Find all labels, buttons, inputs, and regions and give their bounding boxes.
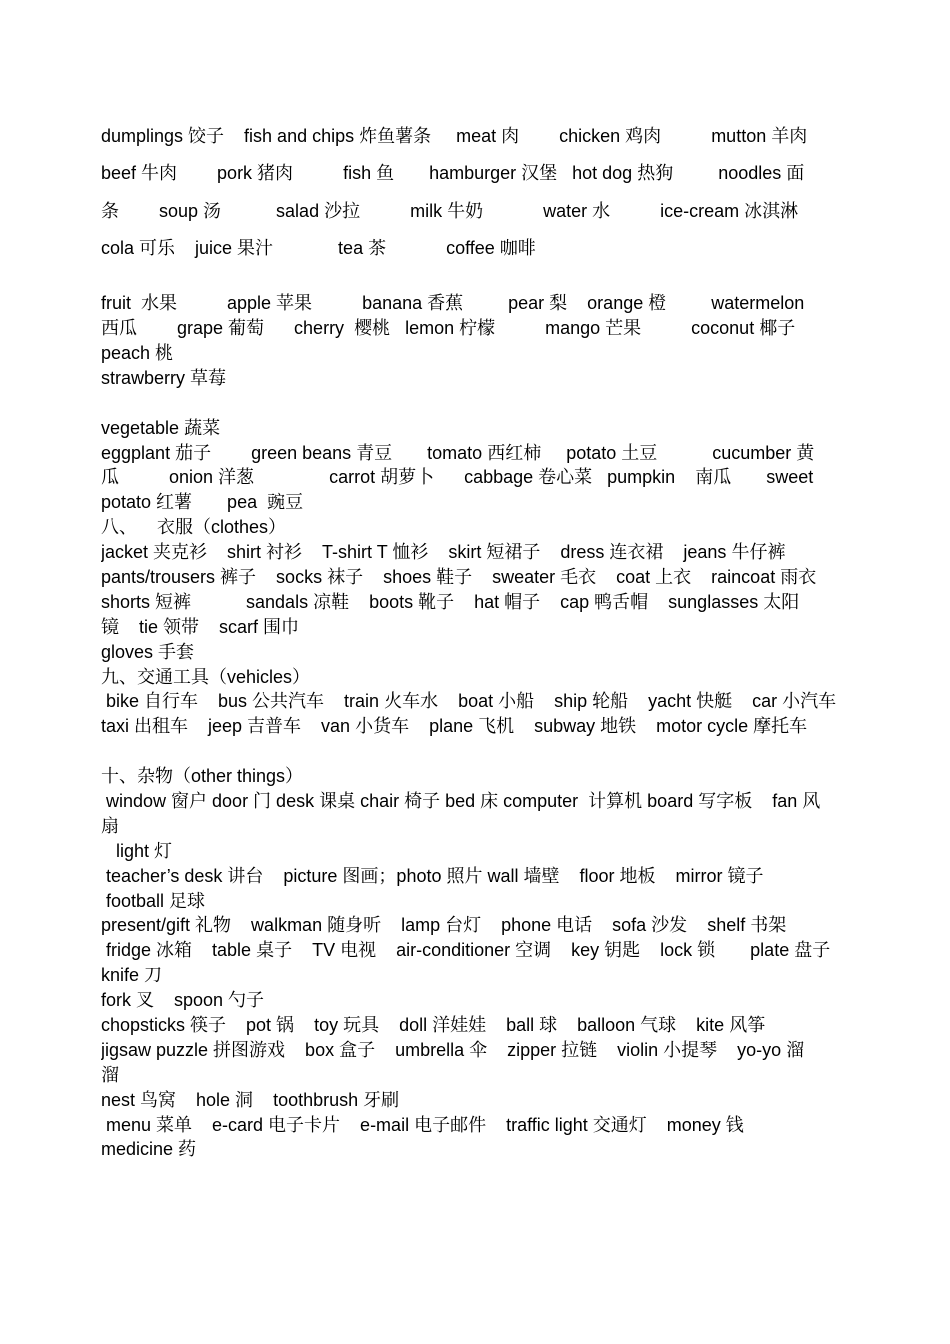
clothes-line: 镜 tie 领带 scarf 围巾 (101, 616, 300, 637)
other-things-line: present/gift 礼物 walkman 随身听 lamp 台灯 phone 电话 sofa 沙发 shelf 书架 (101, 915, 787, 936)
other-things-line: window 窗户 door 门 desk 课桌 chair 椅子 bed 床 computer 计算机 board 写字板 fan 风 (101, 791, 821, 811)
section-spacer (101, 391, 863, 416)
other-things-line: medicine 药 (101, 1139, 197, 1160)
other-things-line: fridge 冰箱 table 桌子 TV 电视 air-conditioner 空调 key 钥匙 lock 锁 plate 盘子 (101, 940, 831, 961)
clothes-heading: 八、 衣服（clothes） (101, 517, 287, 538)
other-things-line: 扇 (101, 815, 119, 836)
vegetable-line: vegetable 蔬菜 (101, 417, 221, 438)
other-things-line: teacher’s desk 讲台 picture 图画；photo 照片 wall 墙壁 floor 地板 mirror 镜子 (101, 865, 764, 886)
vehicles-heading: 九、交通工具（vehicles） (101, 666, 311, 687)
other-things-line: chopsticks 筷子 pot 锅 toy 玩具 doll 洋娃娃 ball 球 balloon 气球 kite 风筝 (101, 1015, 766, 1036)
fruit-line: strawberry 草莓 (101, 367, 227, 388)
food-line: beef 牛肉 pork 猪肉 fish 鱼 hamburger 汉堡 hot dog 热狗 noodles 面 (101, 163, 805, 184)
vehicles-line: bike 自行车 bus 公共汽车 train 火车水 boat 小船 ship 轮船 yacht 快艇 car 小汽车 (101, 691, 837, 712)
other-things-line: knife 刀 (101, 965, 163, 986)
section-spacer (101, 739, 863, 764)
other-things-line: football 足球 (101, 890, 206, 911)
vegetable-line: 瓜 onion 洋葱 carrot 胡萝卜 cabbage 卷心菜 pumpkin 南瓜 sweet (101, 467, 814, 488)
other-things-line: jigsaw puzzle 拼图游戏 box 盒子 umbrella 伞 zipper 拉链 violin 小提琴 yo-yo 溜 (101, 1039, 805, 1060)
vehicles-line: taxi 出租车 jeep 吉普车 van 小货车 plane 飞机 subway 地铁 motor cycle 摩托车 (101, 716, 808, 737)
clothes-line: gloves 手套 (101, 641, 195, 662)
food-line: dumplings 饺子 fish and chips 炸鱼薯条 meat 肉 chicken 鸡肉 mutton 羊肉 (101, 126, 808, 146)
fruit-line: 西瓜 grape 葡萄 cherry 樱桃 lemon 柠檬 mango 芒果 coconut 椰子 (101, 318, 796, 339)
clothes-line: shorts 短裤 sandals 凉鞋 boots 靴子 hat 帽子 cap 鸭舌帽 sunglasses 太阳 (101, 591, 800, 612)
food-line: 条 soup 汤 salad 沙拉 milk 牛奶 water 水 ice-cream 冰淇淋 (101, 200, 799, 221)
other-things-line: menu 菜单 e-card 电子卡片 e-mail 电子邮件 traffic light 交通灯 money 钱 (101, 1114, 744, 1135)
food-line: cola 可乐 juice 果汁 tea 茶 coffee 咖啡 (101, 237, 536, 258)
clothes-line: jacket 夹克衫 shirt 衬衫 T-shirt T 恤衫 skirt 短裙子 dress 连衣裙 jeans 牛仔裤 (101, 542, 786, 563)
vegetable-line: potato 红薯 pea 豌豆 (101, 492, 304, 513)
main-list (101, 291, 863, 1162)
other-things-line: 溜 (101, 1064, 119, 1085)
fruit-line: fruit 水果 apple 苹果 banana 香蕉 pear 梨 orange 橙 watermelon (101, 293, 805, 314)
other-things-line: nest 鸟窝 hole 洞 toothbrush 牙刷 (101, 1089, 400, 1110)
other-things-line: fork 叉 spoon 勺子 (101, 990, 265, 1011)
other-things-heading: 十、杂物（other things） (101, 766, 304, 787)
vegetable-line: eggplant 茄子 green beans 青豆 tomato 西红柿 potato 土豆 cucumber 黄 (101, 442, 815, 463)
food-section (101, 122, 863, 271)
other-things-line: light 灯 (101, 840, 173, 861)
clothes-line: pants/trousers 裤子 socks 袜子 shoes 鞋子 sweater 毛衣 coat 上衣 raincoat 雨衣 (101, 566, 817, 587)
section-spacer (101, 271, 863, 291)
vocabulary-page (101, 122, 863, 1162)
fruit-line: peach 桃 (101, 342, 174, 363)
